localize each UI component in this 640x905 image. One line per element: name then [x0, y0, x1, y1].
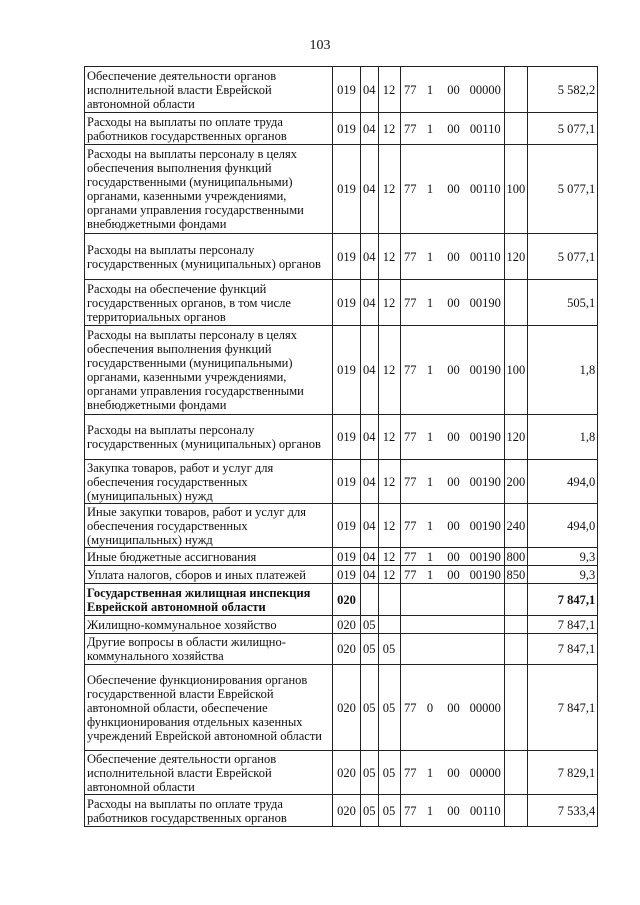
- amount: 5 077,1: [528, 234, 598, 280]
- expense-name: Расходы на выплаты по оплате труда работников государственных органов: [85, 113, 333, 145]
- subsection-code: 12: [378, 460, 400, 504]
- target-code-program: 77: [400, 326, 420, 415]
- target-code-direction: 00: [440, 67, 467, 113]
- expense-type-code: [504, 665, 528, 751]
- expense-name: Иные бюджетные ассигнования: [85, 548, 333, 566]
- target-code-program: 77: [400, 415, 420, 460]
- admin-code: 019: [333, 326, 361, 415]
- target-code-program: 77: [400, 145, 420, 234]
- target-code-program: 77: [400, 566, 420, 584]
- amount: 5 077,1: [528, 113, 598, 145]
- admin-code: 019: [333, 280, 361, 326]
- table-row: [85, 67, 598, 113]
- amount: 494,0: [528, 504, 598, 548]
- admin-code: 020: [333, 665, 361, 751]
- table-row: [85, 113, 598, 145]
- target-code-subprogram: 1: [420, 566, 440, 584]
- expense-name: Расходы на выплаты персоналу в целях обеспечения выполнения функций государственными (муниципальными) органами, казенными учреждениями, органами управления государственными внебюджетными фондами: [85, 145, 333, 234]
- amount: 5 582,2: [528, 67, 598, 113]
- table-row: [85, 751, 598, 795]
- section-code: 04: [361, 113, 379, 145]
- expense-name: Обеспечение функционирования органов государственной власти Еврейской автономной области, обеспечение функционирования отдельных казенных учреждений Еврейской автономной области: [85, 665, 333, 751]
- target-code-direction: [440, 584, 467, 616]
- expense-name: Уплата налогов, сборов и иных платежей: [85, 566, 333, 584]
- section-code: 05: [361, 751, 379, 795]
- subsection-code: [378, 584, 400, 616]
- target-code-subprogram: [420, 634, 440, 665]
- target-code-program: [400, 584, 420, 616]
- target-code-subprogram: 0: [420, 665, 440, 751]
- target-code-direction: 00: [440, 665, 467, 751]
- section-code: 04: [361, 460, 379, 504]
- table-row: [85, 234, 598, 280]
- target-code-subprogram: 1: [420, 460, 440, 504]
- target-code-subprogram: 1: [420, 751, 440, 795]
- section-code: 04: [361, 566, 379, 584]
- expense-name: Расходы на выплаты по оплате труда работников государственных органов: [85, 795, 333, 827]
- table-row: [85, 460, 598, 504]
- target-code-direction: 00: [440, 415, 467, 460]
- admin-code: 019: [333, 67, 361, 113]
- amount: 7 847,1: [528, 584, 598, 616]
- target-code-direction: 00: [440, 795, 467, 827]
- subsection-code: 12: [378, 504, 400, 548]
- section-code: 04: [361, 67, 379, 113]
- subsection-code: 12: [378, 234, 400, 280]
- target-code-subprogram: 1: [420, 67, 440, 113]
- target-code-subprogram: 1: [420, 280, 440, 326]
- expense-type-code: 100: [504, 145, 528, 234]
- admin-code: 019: [333, 504, 361, 548]
- target-code-subprogram: 1: [420, 326, 440, 415]
- amount: 5 077,1: [528, 145, 598, 234]
- target-code-item: 00190: [467, 415, 504, 460]
- target-code-item: 00190: [467, 326, 504, 415]
- amount: 7 533,4: [528, 795, 598, 827]
- expense-type-code: 120: [504, 415, 528, 460]
- target-code-program: 77: [400, 460, 420, 504]
- target-code-subprogram: 1: [420, 234, 440, 280]
- subsection-code: 12: [378, 566, 400, 584]
- target-code-subprogram: 1: [420, 145, 440, 234]
- target-code-subprogram: 1: [420, 795, 440, 827]
- expense-type-code: [504, 616, 528, 634]
- target-code-program: 77: [400, 751, 420, 795]
- target-code-item: [467, 616, 504, 634]
- expense-type-code: [504, 751, 528, 795]
- subsection-code: 05: [378, 634, 400, 665]
- table-row: [85, 548, 598, 566]
- section-code: 05: [361, 634, 379, 665]
- target-code-direction: [440, 616, 467, 634]
- subsection-code: 05: [378, 751, 400, 795]
- subsection-code: [378, 616, 400, 634]
- section-code: 04: [361, 234, 379, 280]
- target-code-item: 00110: [467, 795, 504, 827]
- table-row: [85, 504, 598, 548]
- table-row: [85, 145, 598, 234]
- expense-type-code: [504, 113, 528, 145]
- expense-type-code: 200: [504, 460, 528, 504]
- target-code-program: [400, 616, 420, 634]
- target-code-direction: 00: [440, 566, 467, 584]
- section-code: 04: [361, 326, 379, 415]
- target-code-item: 00000: [467, 665, 504, 751]
- table-row: [85, 665, 598, 751]
- table-row: [85, 584, 598, 616]
- subsection-code: 12: [378, 326, 400, 415]
- expense-name: Закупка товаров, работ и услуг для обеспечения государственных (муниципальных) нужд: [85, 460, 333, 504]
- target-code-subprogram: 1: [420, 113, 440, 145]
- amount: 7 829,1: [528, 751, 598, 795]
- admin-code: 020: [333, 634, 361, 665]
- amount: 7 847,1: [528, 634, 598, 665]
- target-code-program: 77: [400, 280, 420, 326]
- section-code: 04: [361, 280, 379, 326]
- subsection-code: 12: [378, 280, 400, 326]
- target-code-item: [467, 634, 504, 665]
- table-row: [85, 634, 598, 665]
- target-code-item: 00190: [467, 504, 504, 548]
- amount: 505,1: [528, 280, 598, 326]
- target-code-item: 00110: [467, 113, 504, 145]
- admin-code: 019: [333, 548, 361, 566]
- table-row: [85, 280, 598, 326]
- target-code-item: 00190: [467, 280, 504, 326]
- expense-type-code: [504, 584, 528, 616]
- subsection-code: 05: [378, 795, 400, 827]
- target-code-direction: 00: [440, 280, 467, 326]
- table-row: [85, 326, 598, 415]
- expense-name: Расходы на выплаты персоналу в целях обеспечения выполнения функций государственными (муниципальными) органами, казенными учреждениями, органами управления государственными внебюджетными фондами: [85, 326, 333, 415]
- target-code-program: 77: [400, 67, 420, 113]
- expense-name: Обеспечение деятельности органов исполнительной власти Еврейской автономной области: [85, 67, 333, 113]
- admin-code: 019: [333, 415, 361, 460]
- admin-code: 020: [333, 751, 361, 795]
- target-code-subprogram: 1: [420, 504, 440, 548]
- admin-code: 020: [333, 584, 361, 616]
- target-code-direction: 00: [440, 548, 467, 566]
- expense-name: Иные закупки товаров, работ и услуг для обеспечения государственных (муниципальных) нужд: [85, 504, 333, 548]
- table-row: [85, 415, 598, 460]
- subsection-code: 12: [378, 113, 400, 145]
- target-code-item: [467, 584, 504, 616]
- table-body: [85, 67, 598, 827]
- target-code-program: 77: [400, 665, 420, 751]
- amount: 9,3: [528, 548, 598, 566]
- target-code-item: 00190: [467, 548, 504, 566]
- budget-table: [84, 66, 598, 827]
- target-code-item: 00000: [467, 67, 504, 113]
- expense-type-code: 800: [504, 548, 528, 566]
- expense-type-code: 100: [504, 326, 528, 415]
- table-row: [85, 566, 598, 584]
- target-code-program: 77: [400, 234, 420, 280]
- target-code-subprogram: [420, 616, 440, 634]
- expense-name: Расходы на выплаты персоналу государственных (муниципальных) органов: [85, 234, 333, 280]
- target-code-direction: 00: [440, 113, 467, 145]
- subsection-code: 12: [378, 145, 400, 234]
- admin-code: 020: [333, 795, 361, 827]
- page-number: 103: [309, 38, 331, 53]
- target-code-item: 00110: [467, 145, 504, 234]
- target-code-program: 77: [400, 795, 420, 827]
- table-row: [85, 616, 598, 634]
- target-code-direction: [440, 634, 467, 665]
- target-code-item: 00000: [467, 751, 504, 795]
- section-code: 05: [361, 665, 379, 751]
- target-code-direction: 00: [440, 145, 467, 234]
- amount: 1,8: [528, 415, 598, 460]
- expense-type-code: [504, 67, 528, 113]
- target-code-direction: 00: [440, 326, 467, 415]
- expense-type-code: [504, 280, 528, 326]
- target-code-item: 00190: [467, 460, 504, 504]
- admin-code: 019: [333, 566, 361, 584]
- expense-type-code: [504, 795, 528, 827]
- amount: 7 847,1: [528, 665, 598, 751]
- section-code: 04: [361, 548, 379, 566]
- admin-code: 019: [333, 234, 361, 280]
- target-code-subprogram: [420, 584, 440, 616]
- section-code: 04: [361, 504, 379, 548]
- amount: 1,8: [528, 326, 598, 415]
- target-code-subprogram: 1: [420, 415, 440, 460]
- target-code-direction: 00: [440, 234, 467, 280]
- admin-code: 019: [333, 113, 361, 145]
- section-code: [361, 584, 379, 616]
- subsection-code: 12: [378, 67, 400, 113]
- subsection-code: 05: [378, 665, 400, 751]
- expense-name: Расходы на обеспечение функций государственных органов, в том числе территориальных органов: [85, 280, 333, 326]
- target-code-program: 77: [400, 548, 420, 566]
- target-code-direction: 00: [440, 504, 467, 548]
- amount: 7 847,1: [528, 616, 598, 634]
- amount: 9,3: [528, 566, 598, 584]
- expense-type-code: 850: [504, 566, 528, 584]
- expense-name: Другие вопросы в области жилищно-коммунального хозяйства: [85, 634, 333, 665]
- table-row: [85, 795, 598, 827]
- expense-type-code: 240: [504, 504, 528, 548]
- section-code: 04: [361, 145, 379, 234]
- admin-code: 019: [333, 460, 361, 504]
- section-code: 05: [361, 795, 379, 827]
- target-code-item: 00190: [467, 566, 504, 584]
- subsection-code: 12: [378, 548, 400, 566]
- admin-code: 019: [333, 145, 361, 234]
- target-code-subprogram: 1: [420, 548, 440, 566]
- expense-name: Обеспечение деятельности органов исполнительной власти Еврейской автономной области: [85, 751, 333, 795]
- subsection-code: 12: [378, 415, 400, 460]
- target-code-direction: 00: [440, 460, 467, 504]
- expense-name: Государственная жилищная инспекция Еврейской автономной области: [85, 584, 333, 616]
- target-code-program: [400, 634, 420, 665]
- target-code-program: 77: [400, 504, 420, 548]
- target-code-item: 00110: [467, 234, 504, 280]
- admin-code: 020: [333, 616, 361, 634]
- expense-type-code: [504, 634, 528, 665]
- expense-name: Жилищно-коммунальное хозяйство: [85, 616, 333, 634]
- expense-name: Расходы на выплаты персоналу государственных (муниципальных) органов: [85, 415, 333, 460]
- amount: 494,0: [528, 460, 598, 504]
- target-code-direction: 00: [440, 751, 467, 795]
- expense-type-code: 120: [504, 234, 528, 280]
- section-code: 04: [361, 415, 379, 460]
- section-code: 05: [361, 616, 379, 634]
- target-code-program: 77: [400, 113, 420, 145]
